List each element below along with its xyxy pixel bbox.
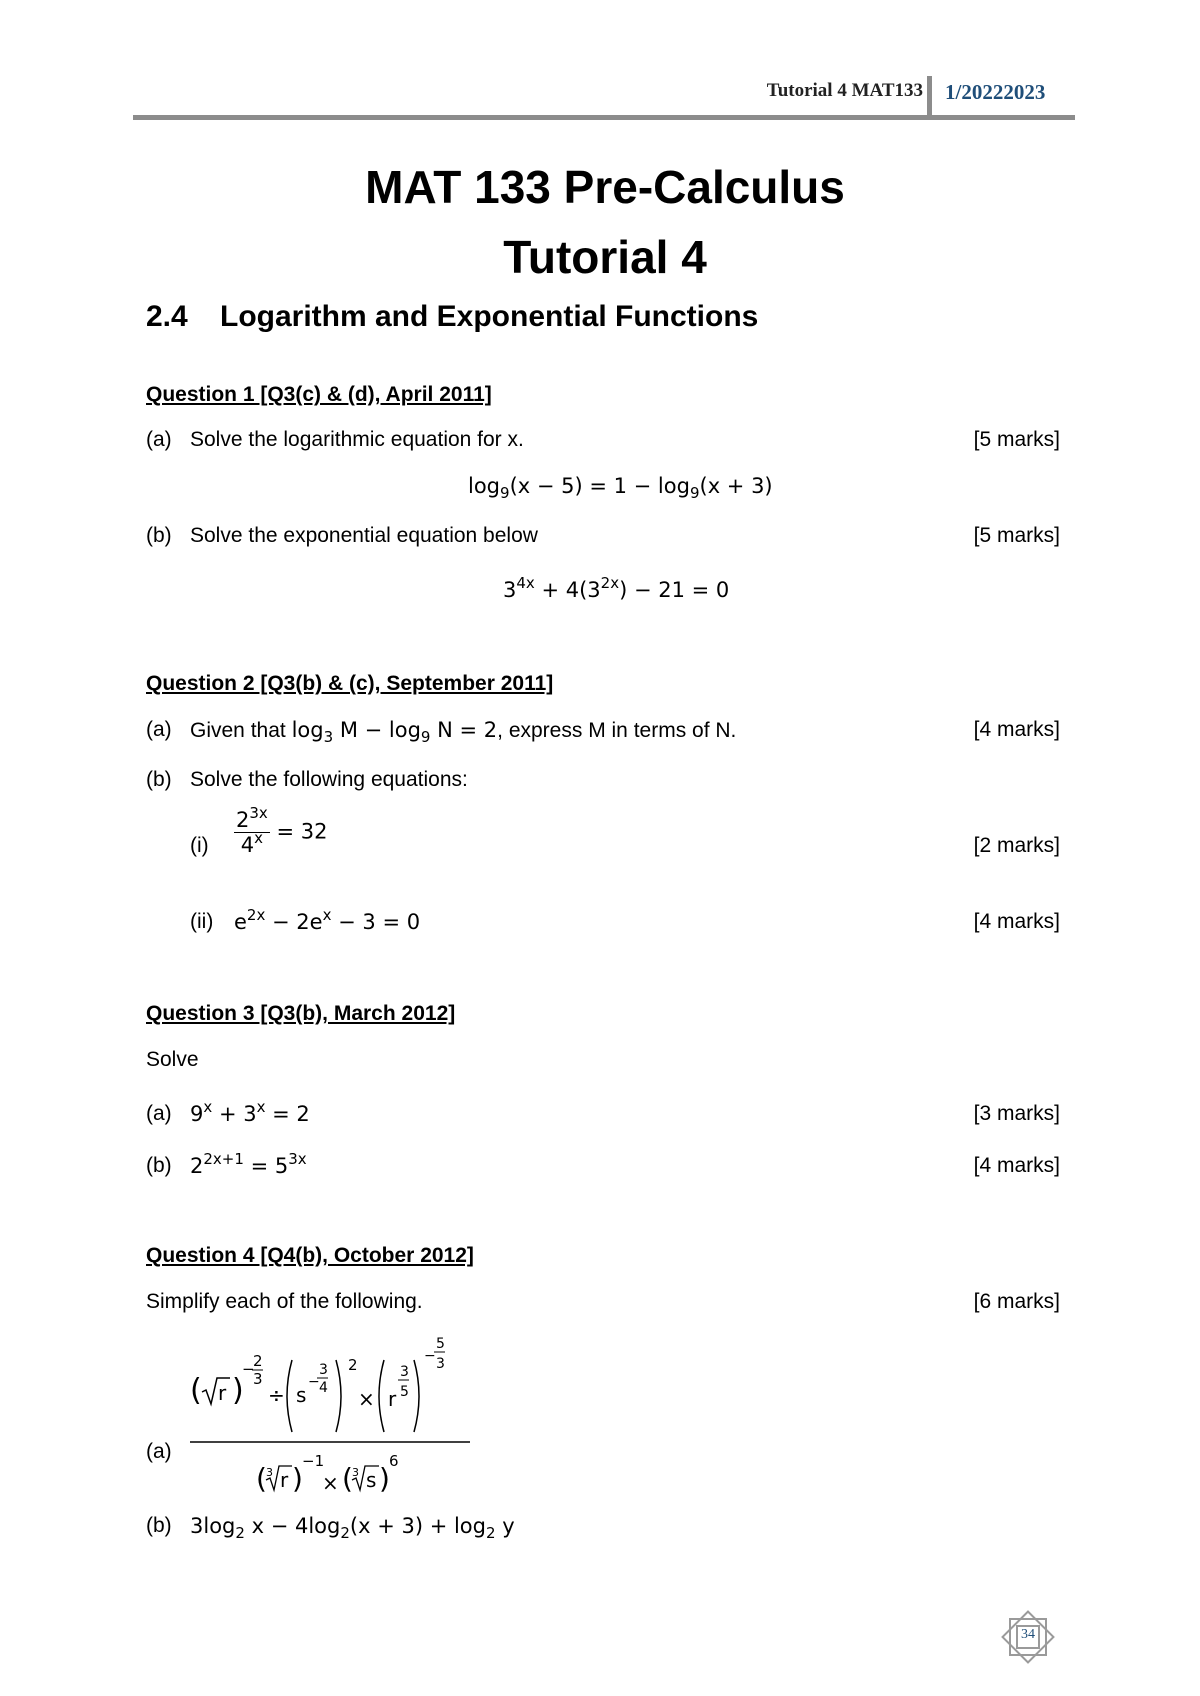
svg-text:r: r [388, 1387, 397, 1411]
svg-text:−: − [424, 1348, 436, 1364]
question-1-heading: Question 1 [Q3(c) & (d), April 2011] [146, 383, 492, 406]
q3-b-equation: $2^{2x+1} = 5^{3x}$ [190, 1150, 307, 1178]
q2-a-pre: Given that [190, 719, 286, 742]
svg-text:): ) [379, 1462, 390, 1495]
q2-b-ii-label: (ii) [190, 910, 214, 933]
svg-text:−1: −1 [302, 1452, 325, 1470]
q2-a-label: (a) [146, 718, 172, 741]
q2-a-text [190, 718, 737, 746]
svg-text:×: × [322, 1471, 339, 1495]
svg-text:−: − [308, 1374, 320, 1390]
page-number-badge [1000, 1610, 1056, 1664]
question-4-heading: Question 4 [Q4(b), October 2012] [146, 1244, 474, 1267]
q2-b-i-marks: [2 marks] [973, 834, 1060, 857]
header-course: Tutorial 4 MAT133 [766, 80, 923, 101]
q2-b-label: (b) [146, 768, 172, 791]
q1-a-label: (a) [146, 428, 172, 451]
svg-text:): ) [232, 1373, 244, 1408]
svg-text:4: 4 [319, 1380, 328, 1396]
section-heading [146, 300, 758, 334]
section-number: 2.4 [146, 300, 188, 333]
svg-text:×: × [358, 1387, 375, 1411]
q2-b-ii-equation: $e^{2x} - 2e^x - 3 = 0$ [234, 906, 421, 934]
svg-text:3: 3 [400, 1364, 409, 1380]
question-3-heading: Question 3 [Q3(b), March 2012] [146, 1002, 456, 1025]
q4-a-expression [186, 1330, 486, 1500]
section-name: Logarithm and Exponential Functions [220, 300, 759, 333]
page-title: MAT 133 Pre-Calculus [365, 161, 845, 213]
q1-b-marks: [5 marks] [973, 524, 1060, 547]
svg-text:2: 2 [253, 1352, 263, 1370]
svg-text:r: r [280, 1468, 289, 1492]
q4-b-label: (b) [146, 1514, 172, 1537]
svg-text:2: 2 [348, 1356, 358, 1374]
q1-a-equation: $\log_9(x - 5) = 1 - \log_9(x + 3)$ [468, 474, 773, 502]
svg-text:(: ( [342, 1462, 353, 1495]
svg-text:3: 3 [319, 1362, 328, 1378]
q2-a-post: , express M in terms of N. [497, 719, 737, 742]
q2-b-ii-marks: [4 marks] [973, 910, 1060, 933]
question-2-heading: Question 2 [Q3(b) & (c), September 2011] [146, 672, 554, 695]
q2-a-marks: [4 marks] [973, 718, 1060, 741]
q4-a-label: (a) [146, 1440, 172, 1463]
q3-intro: Solve [146, 1048, 199, 1071]
q2-b-i-label: (i) [190, 834, 209, 857]
svg-text:6: 6 [389, 1452, 399, 1470]
q1-b-equation: $3^{4x} + 4(3^{2x}) - 21 = 0$ [503, 574, 730, 602]
svg-text:5: 5 [400, 1384, 409, 1400]
svg-text:÷: ÷ [268, 1383, 285, 1407]
svg-text:s: s [366, 1468, 377, 1492]
q4-b-expression: $3\log_2$ $x - 4\log_2(x + 3) + \log_2 y$ [190, 1514, 515, 1542]
svg-text:3: 3 [266, 1466, 273, 1479]
svg-text:): ) [292, 1462, 303, 1495]
header-rule [133, 115, 1075, 120]
svg-text:3: 3 [352, 1466, 359, 1479]
q3-a-marks: [3 marks] [973, 1102, 1060, 1125]
q4-marks: [6 marks] [973, 1290, 1060, 1313]
q1-b-label: (b) [146, 524, 172, 547]
header-session: 1/20222023 [945, 80, 1046, 104]
q3-b-marks: [4 marks] [973, 1154, 1060, 1177]
q2-b-text: Solve the following equations: [190, 768, 468, 791]
page-number: 34 [1021, 1627, 1035, 1642]
svg-text:r: r [218, 1381, 227, 1405]
q3-a-label: (a) [146, 1102, 172, 1125]
q4-intro: Simplify each of the following. [146, 1290, 423, 1313]
svg-text:−: − [242, 1360, 255, 1378]
q1-a-text: Solve the logarithmic equation for x. [190, 428, 524, 451]
q3-b-label: (b) [146, 1154, 172, 1177]
svg-text:(: ( [190, 1373, 202, 1408]
svg-text:s: s [296, 1383, 307, 1407]
svg-text:(: ( [256, 1462, 267, 1495]
q2-a-expression: $\log_3 M - \log_9 N = 2$ [291, 718, 498, 746]
q1-a-marks: [5 marks] [973, 428, 1060, 451]
header-divider [927, 76, 932, 116]
svg-text:5: 5 [436, 1336, 445, 1352]
svg-text:3: 3 [253, 1370, 263, 1388]
page-subtitle: Tutorial 4 [503, 231, 707, 283]
q3-a-equation: $9^x + 3^x = 2$ [190, 1098, 310, 1126]
svg-text:3: 3 [436, 1356, 445, 1372]
q2-b-i-equation: $\frac{2^{3x}}{4^x}$ = 32 [236, 804, 328, 857]
q1-b-text: Solve the exponential equation below [190, 524, 538, 547]
